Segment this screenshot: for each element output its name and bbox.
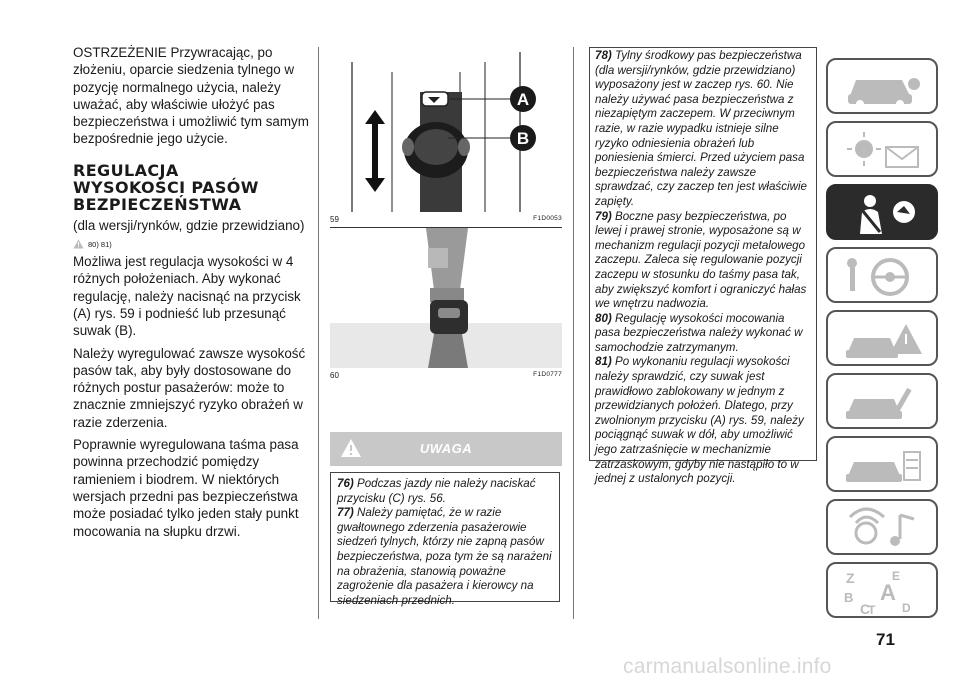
- heading-line: BEZPIECZEŃSTWA: [73, 194, 242, 214]
- tab-lights-mail[interactable]: [826, 121, 938, 177]
- tab-seatbelt-airbag[interactable]: [826, 184, 938, 240]
- car-dashboard-icon: [842, 66, 926, 110]
- heading-line: WYSOKOŚCI PASÓW: [73, 177, 259, 197]
- warning-refs: [73, 239, 315, 249]
- note-text: Należy pamiętać, że w razie gwałtownego zderzenia pasażerowie siedzeń tylnych, którzy nie zapną pasów bezpieczeństwa, poza tym że są narażeni na obrażenia, stanowią poważne zagrożenie dla pasażera i kierowcy na siedzeniach przednich.: [337, 506, 552, 607]
- tab-index[interactable]: [826, 562, 938, 618]
- note-79: [595, 210, 811, 312]
- warning-item-76: [337, 477, 553, 506]
- section-heading: [73, 162, 315, 213]
- left-column: [73, 44, 315, 545]
- warning-box: [330, 472, 560, 607]
- warning-triangle-icon: [73, 239, 84, 249]
- index-letters-icon: [842, 570, 926, 614]
- tab-car-dashboard[interactable]: [826, 58, 938, 114]
- figure-code: F1D0053: [533, 215, 562, 222]
- figure-caption: [330, 371, 562, 380]
- technical-data-icon: [842, 444, 926, 488]
- note-number: 77): [337, 506, 354, 520]
- note-text: Boczne pasy bezpieczeństwa, po lewej i prawej stronie, wyposażone są w mechanizm regulacji pozycji metalowego zaczepu. Zaleca się regulowanie pozycji zaczepu w stosunku do taśmy pasa tak, aby zwiększyć komfort i ograniczyć hałas we wnętrzu nadwozia.: [595, 209, 807, 311]
- heading-line: REGULACJA: [73, 160, 179, 180]
- figure-number: 59: [330, 215, 339, 224]
- refs-text: 80) 81): [88, 239, 112, 249]
- figure-60: [330, 228, 562, 368]
- note-text: Regulację wysokości mocowania pasa bezpieczeństwa należy wykonać w samochodzie zatrzymanym.: [595, 311, 803, 354]
- maintenance-wrench-icon: [842, 381, 926, 425]
- body-paragraph: Poprawnie wyregulowana taśma pasa powinna przechodzić pomiędzy ramieniem i biodrem. W niektórych wersjach przedni pas bezpieczeństwa może posiadać tylko jeden stały punkt mocowania na słupku drzwi.: [73, 437, 299, 539]
- note-number: 78): [595, 49, 612, 62]
- note-text: Tylny środkowy pas bezpieczeństwa (dla wersji/rynków, gdzie przewidziano) wyposażony jest w zaczep rys. 60. Nie należy używać pasa bezpieczeństwa z niezapiętym zaczepem. W przeciwnym razie, w razie wypadku istnieje silne ryzyko odniesienia obrażeń lub poniesienia śmierci. Przed użyciem pasa bezpieczeństwa należy zawsze sprawdzać, czy zaczep ten jest właściwie zapięty.: [595, 49, 807, 208]
- warning-header: [330, 432, 562, 466]
- body-paragraph: Możliwa jest regulacja wysokości w 4 różnych położeniach. Aby wykonać regulację, należy nacisnąć na przycisk (A) rys. 59 i podnieść lub przesunąć suwak (B).: [73, 254, 301, 339]
- figures-column: [330, 52, 562, 380]
- note-text: Po wykonaniu regulacji wysokości należy sprawdzić, czy suwak jest prawidłowo zablokowany w jednym z przewidzianych położeń. Dlatego, przy zwolnionym przycisku (A) rys. 59, należy pociągnąć suwak w dół, aby umożliwić jego zatrzaśnięcie w mechanizmie zatrzaskowym, gdyby nie nastąpiło to w jednej z ustalonych pozycji.: [595, 355, 804, 486]
- lights-mail-icon: [842, 129, 926, 173]
- index-letter: E: [892, 570, 901, 583]
- seatbelt-buckle-illustration: [330, 228, 562, 368]
- index-letter: C: [860, 601, 871, 614]
- figure-caption: [330, 215, 562, 224]
- notes-box: [589, 47, 817, 486]
- label-a: A: [516, 90, 530, 109]
- tab-emergency[interactable]: [826, 310, 938, 366]
- tab-technical-data[interactable]: [826, 436, 938, 492]
- note-number: 80): [595, 311, 612, 325]
- warning-paragraph: OSTRZEŻENIE Przywracając, po złożeniu, oparcie siedzenia tylnego w pozycję normalnego użycia, należy uważać, aby właściwie ułożyć pas bezpieczeństwa i umożliwić tym samym bezpośrednie jego użycie.: [73, 45, 309, 147]
- figure-number: 60: [330, 371, 339, 380]
- watermark: carmanualsonline.info: [623, 655, 832, 678]
- body-paragraph: Należy wyregulować zawsze wysokość pasów tak, aby były dostosowane do różnych postur pasażerów: może to znacznie zmniejszyć ryzyko obrażeń w razie zderzenia.: [73, 345, 306, 430]
- tab-steering-key[interactable]: [826, 247, 938, 303]
- steering-wheel-key-icon: [842, 255, 926, 299]
- note-80: [595, 312, 811, 356]
- note-81: [595, 355, 811, 486]
- figure-code: F1D0777: [533, 371, 562, 378]
- index-letter: Z: [846, 570, 855, 586]
- note-78: [595, 49, 811, 210]
- index-letter: D: [902, 601, 911, 614]
- index-letter: B: [844, 590, 854, 605]
- warning-item-77: [337, 506, 553, 608]
- note-number: 79): [595, 209, 612, 223]
- note-number: 76): [337, 477, 354, 490]
- index-letter: T: [868, 603, 876, 614]
- note-number: 81): [595, 355, 612, 369]
- page-number: 71: [876, 630, 895, 649]
- index-letter: A: [880, 580, 896, 605]
- multimedia-icon: [842, 507, 926, 551]
- warning-title: UWAGA: [419, 441, 473, 456]
- seatbelt-height-adjuster-illustration: [330, 52, 562, 212]
- section-subtitle: (dla wersji/rynków, gdzie przewidziano): [73, 217, 305, 233]
- figure-59: [330, 52, 562, 212]
- emergency-warning-icon: [842, 318, 926, 362]
- tab-maintenance[interactable]: [826, 373, 938, 429]
- label-b: B: [516, 129, 530, 148]
- seatbelt-airbag-icon: [842, 192, 926, 236]
- note-text: Podczas jazdy nie należy naciskać przycisku (C) rys. 56.: [337, 477, 536, 505]
- column-divider: [318, 47, 319, 619]
- column-divider: [573, 47, 574, 619]
- tab-multimedia[interactable]: [826, 499, 938, 555]
